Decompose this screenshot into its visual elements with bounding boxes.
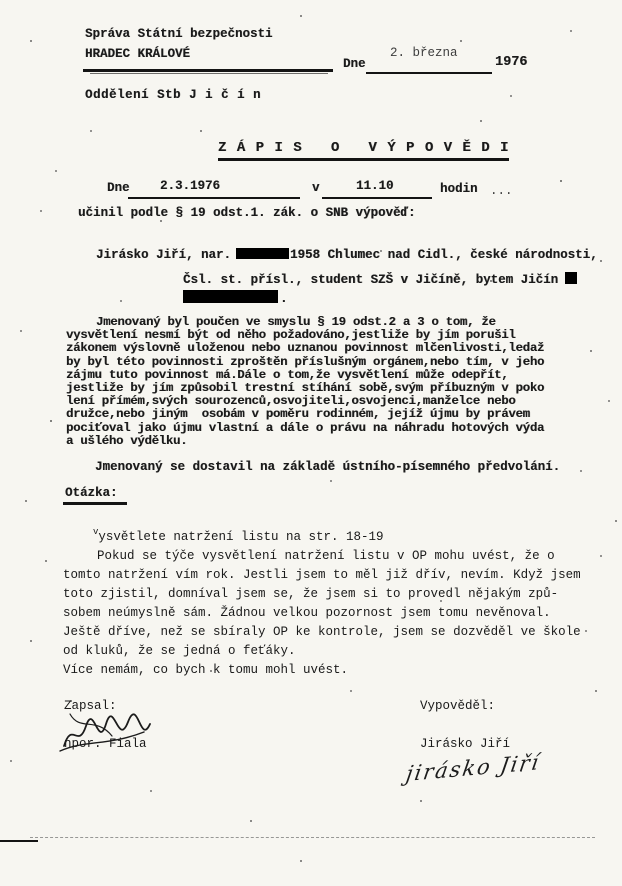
recorder-label: Zapsal: — [64, 699, 117, 713]
subject-line-3 — [153, 276, 288, 320]
recorder-name: npor. Fiala — [64, 737, 147, 751]
header-date-value: 2. března — [390, 46, 458, 60]
session-hours-label: hodin — [440, 182, 478, 196]
answer-line: sobem neúmyslně sám. Žádnou velkou pozornost jsem tomu nevěnoval. — [63, 606, 551, 620]
deponent-label: Vypověděl: — [420, 699, 496, 713]
session-time-underline — [322, 197, 432, 199]
answer-line: Ještě dříve, než se sbíraly OP ke kontrole, jsem se dozvěděl ve škole — [63, 625, 581, 639]
subject-birthplace: 1958 Chlumec nad Cidl., české národnosti, — [290, 248, 598, 262]
scan-edge-artifact — [30, 837, 595, 838]
rights-advisory-paragraph — [66, 316, 596, 448]
session-date-value: 2.3.1976 — [160, 179, 221, 193]
redaction-box-address-2 — [183, 290, 278, 303]
advisory-line: pociťoval jako újmu vlastní a dále o právu na náhradu hotových výda — [66, 420, 545, 435]
question-label-underline — [63, 502, 127, 505]
legal-basis-line: učinil podle § 19 odst.1. zák. o SNB výpověď: — [78, 206, 416, 220]
answer-line: toto zjistil, domníval jsem se, že jsem si to provedl nějakým způ- — [63, 587, 559, 601]
advisory-line: jestliže by jím způsobil trestní stíhání sobě,svým příbuzným v poko — [66, 381, 545, 396]
scan-edge-mark — [0, 840, 38, 842]
header-date-label: Dne — [343, 57, 366, 71]
answer-line: od kluků, že se jedná o feťáky. — [63, 644, 296, 658]
header-year: 1976 — [495, 55, 528, 70]
answer-line: tomto natržení vím rok. Jestli jsem to měl již dřív, nevím. Když jsem — [63, 568, 581, 582]
question-superscript: v — [93, 527, 99, 537]
answer-line: Více nemám, co bych k tomu mohl uvést. — [63, 663, 349, 677]
document-title: Z Á P I S O V Ý P O V Ě D I — [218, 141, 509, 161]
answer-paragraph — [63, 547, 608, 680]
session-time-value: 11.10 — [356, 179, 394, 193]
advisory-line: zákonem výslovně uloženou nebo uznanou povinnost mlčenlivosti,ledaž — [66, 341, 545, 356]
letterhead-rule — [83, 69, 333, 72]
question-label: Otázka: — [65, 486, 118, 500]
subject-name-dob: Jirásko Jiří, nar. — [96, 248, 232, 262]
advisory-line: by byl této povinnosti zproštěn příslušným orgánem,nebo tím, v jeho — [66, 354, 545, 369]
letterhead-org-line1: Správa Státní bezpečnosti — [85, 27, 273, 41]
session-date-underline — [128, 197, 300, 199]
appearance-note: Jmenovaný se dostavil na základě ústního-písemného předvolání. — [95, 460, 561, 474]
advisory-line: družce,nebo jiným osobám v poměru rodinném, jejíž újmu by právem — [66, 407, 530, 422]
advisory-line: zájmu tuto povinnost má.Dále o tom,že vysvětlení může odepřít, — [66, 367, 509, 382]
recorder-signature-scribble — [56, 706, 186, 758]
deponent-signature: jirásko Jiří — [404, 749, 543, 787]
question-text-body: ysvětlete natržení listu na str. 18-19 — [98, 530, 384, 544]
advisory-line: lení přímém,svých sourozenců,osvojiteli,osvojenci,manželce nebo — [66, 394, 516, 409]
advisory-line: a ušlého výdělku. — [66, 433, 188, 448]
deponent-name: Jirásko Jiří — [420, 737, 511, 751]
subject-line3-period: . — [280, 292, 288, 306]
session-trailing-dots: ... — [490, 184, 513, 198]
answer-line: Pokud se týče vysvětlení natržení listu v OP mohu uvést, že o — [97, 549, 555, 563]
session-date-label: Dne — [107, 181, 130, 195]
redaction-box-address-1 — [565, 272, 577, 284]
subject-citizenship-school: Čsl. st. přísl., student SZŠ v Jičíně, bytem Jičín — [183, 273, 559, 287]
header-date-underline — [366, 72, 492, 74]
advisory-line: Jmenovaný byl poučen ve smyslu § 19 odst.2 a 3 o tom, že — [96, 315, 496, 329]
session-at-label: v — [312, 181, 320, 195]
letterhead-org-line2: HRADEC KRÁLOVÉ — [85, 47, 191, 61]
advisory-line: vysvětlení nesmí být od něho požadováno,jestliže by jím porušil — [66, 328, 516, 343]
scan-noise-speckles — [0, 0, 2, 2]
letterhead-rule-shadow — [90, 73, 328, 74]
letterhead-department: Oddělení Stb J i č í n — [85, 88, 262, 102]
